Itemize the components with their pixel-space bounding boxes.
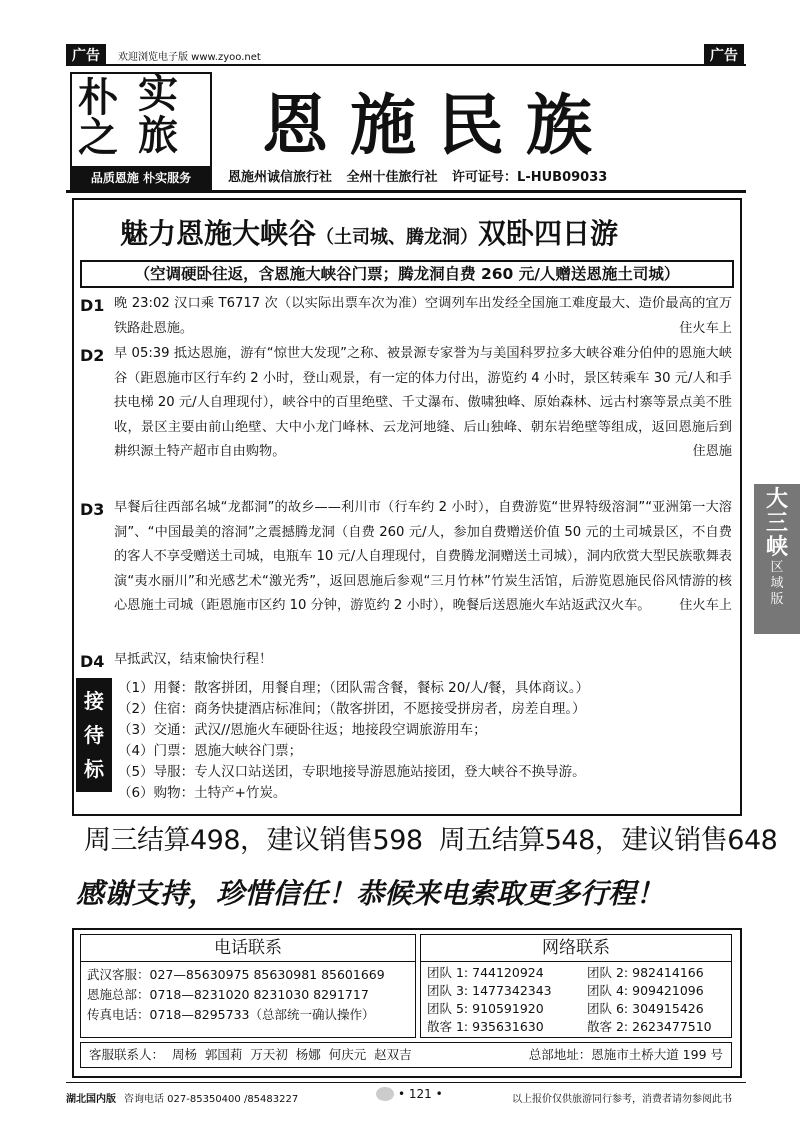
net-id: 团队 1: 744120924 [427,965,544,980]
phone-label: 传真电话： [87,1007,150,1022]
reception-list [118,678,728,804]
hq-address: 总部地址：恩施市土桥大道 199 号 [528,1047,723,1062]
day-stay: 住火车上 [679,320,732,336]
logo-char: 旅 [138,112,178,159]
net-id: 团队 6: 304915426 [587,1001,704,1016]
reception-item: （4）门票：恩施大峡谷门票； [118,743,303,759]
price-line: 周三结算498，建议销售598 周五结算548，建议销售648 [84,825,778,856]
day-description: 早 05:39 抵达恩施，游有“惊世大发现”之称、被景源专家誉为与美国科罗拉多大峡谷难分伯仲的恩施大峡谷（距恩施市区行车约 2 小时，登山观景，有一定的体力付出，游览约 4 小时，景区转乘车 30 元/人和手扶电梯 20 元/人自理现付），峡谷中的百里绝壁、千丈瀑布、傲啸独峰、原始森林、远古村寨等景点美不胜收，景区主要由前山绝壁、大中小龙门峰林、云龙河地缝、后山独峰、朝东岩绝壁等组成，返回恩施后到耕织源土特产超市自由购物。 [114,346,732,459]
tab-char: 大 [765,487,788,512]
reception-item: （6）购物：土特产+竹炭。 [118,785,287,801]
phone-title: 电话联系 [81,935,415,962]
phone-value: 027—85630975 85630981 85601669 [149,967,385,982]
header-rule-bottom [66,190,746,193]
net-id: 散客 2: 2623477510 [587,1019,712,1034]
reception-item: （1）用餐：散客拼团，用餐自理；（团队需含餐，餐标 20/人/餐，具体商议。） [118,680,590,696]
phone-value: 0718—8295733（总部统一确认操作） [149,1007,375,1022]
headline-paren: （土司城、腾龙洞） [316,227,479,248]
net-box [420,934,732,1038]
phone-label: 武汉客服： [87,967,150,982]
day-stay: 住火车上 [679,598,732,613]
reception-item: （5）导服：专人汉口站送团，专职地接导游恩施站接团，登大峡谷不换导游。 [118,764,586,780]
day-text [114,342,732,465]
day-text [114,292,732,341]
tab-char: 域 [770,576,784,591]
tab-char: 三 [765,511,788,536]
welcome-text: 欢迎浏览电子版 www.zyoo.net [118,52,261,63]
headline-main: 魅力恩施大峡谷 [120,217,317,250]
logo-char: 朴 [78,74,118,121]
tour-headline [120,212,618,252]
tab-char: 版 [770,592,784,607]
reception-item: （2）住宿：商务快捷酒店标准间；（散客拼团，不愿接受拼房者，房差自理。） [118,701,586,717]
day-description: 晚 23:02 汉口乘 T6717 次（以实际出票车次为准）空调列车出发经全国施工难度最大、造价最高的宜万铁路赴恩施。 [114,296,732,336]
page-number: • 121 • [398,1087,443,1101]
logo-char: 实 [138,70,178,117]
day-description: 早抵武汉，结束愉快行程！ [114,652,273,667]
thanks-line: 感谢支持，珍惜信任！恭候来电索取更多行程！ [76,877,665,910]
day-label: D2 [80,346,105,365]
page-title: 恩施民族 [262,86,614,164]
phone-row [87,985,409,1005]
footer-note: 以上报价仅供旅游同行参考，消费者请勿参阅此书 [512,1094,732,1105]
region-tab [754,484,800,634]
footer-consult: 咨询电话 027-85350400 /85483227 [124,1094,299,1105]
phone-value: 0718—8231020 8231030 8291717 [149,987,369,1002]
footer-edition: 湖北国内版 [66,1094,116,1105]
day-label: D4 [80,652,105,671]
net-id: 团队 4: 909421096 [587,983,704,998]
day-label: D1 [80,296,105,315]
net-row [427,1000,725,1018]
day-stay: 住恩施 [692,444,732,459]
reception-label-char: 标 [84,757,104,781]
reception-label-char: 接 [84,689,104,713]
agency-info: 恩施州诚信旅行社 全州十佳旅行社 许可证号：L-HUB09033 [228,170,608,185]
net-row [427,964,725,982]
logo-slogan: 品质恩施 朴实服务 [72,166,210,190]
header-rule [66,64,746,66]
net-id: 团队 2: 982414166 [587,965,704,980]
net-row [427,982,725,1000]
ad-tag-left: 广告 [66,44,106,66]
net-id: 散客 1: 935631630 [427,1019,544,1034]
headline-tail: 双卧四日游 [478,217,619,250]
net-title: 网络联系 [421,935,731,962]
day-text [114,648,732,673]
net-row [427,1018,725,1036]
day-label: D3 [80,500,105,519]
phone-label: 恩施总部： [87,987,150,1002]
staff-bar [80,1042,732,1068]
tour-subline: （空调硬卧往返，含恩施大峡谷门票；腾龙洞自费 260 元/人赠送恩施土司城） [80,260,734,288]
footer-rule [66,1082,746,1083]
day-text [114,496,732,619]
emblem-icon [376,1087,394,1101]
net-id: 团队 5: 910591920 [427,1001,544,1016]
day-description: 早餐后往西部名城“龙都洞”的故乡——利川市（行车约 2 小时），自费游览“世界特级溶洞”“亚洲第一大溶洞”、“中国最美的溶洞”之震撼腾龙洞（自费 260 元/人，参加自费赠送价值 50 元的土司城景区，不自费的客人不享受赠送土司城，电瓶车 10 元/人自理现付，自费腾龙洞赠送土司城），洞内欣赏大型民族歌舞表演“夷水丽川”和光感艺术“激光秀”，返回恩施后参观“三月竹林”竹炭生活馆，后游览恩施民俗风情游的核心恩施土司城（距恩施市区约 10 分钟，游览约 2 小时），晚餐后送恩施火车站返武汉火车。 [114,500,732,613]
reception-item: （3）交通：武汉//恩施火车硬卧往返；地接段空调旅游用车； [118,722,487,738]
ad-tag-right: 广告 [704,44,744,66]
staff-list: 客服联系人： 周杨 郭国莉 万天初 杨娜 何庆元 赵双吉 [89,1047,412,1062]
phone-row [87,965,409,985]
logo-char: 之 [78,114,118,161]
brand-logo [70,72,212,192]
tab-char: 区 [770,560,784,575]
reception-label-char: 待 [84,723,104,747]
tab-char: 峡 [765,535,788,560]
phone-row [87,1005,409,1025]
net-id: 团队 3: 1477342343 [427,983,552,998]
reception-label [76,678,112,792]
phone-box [80,934,416,1038]
